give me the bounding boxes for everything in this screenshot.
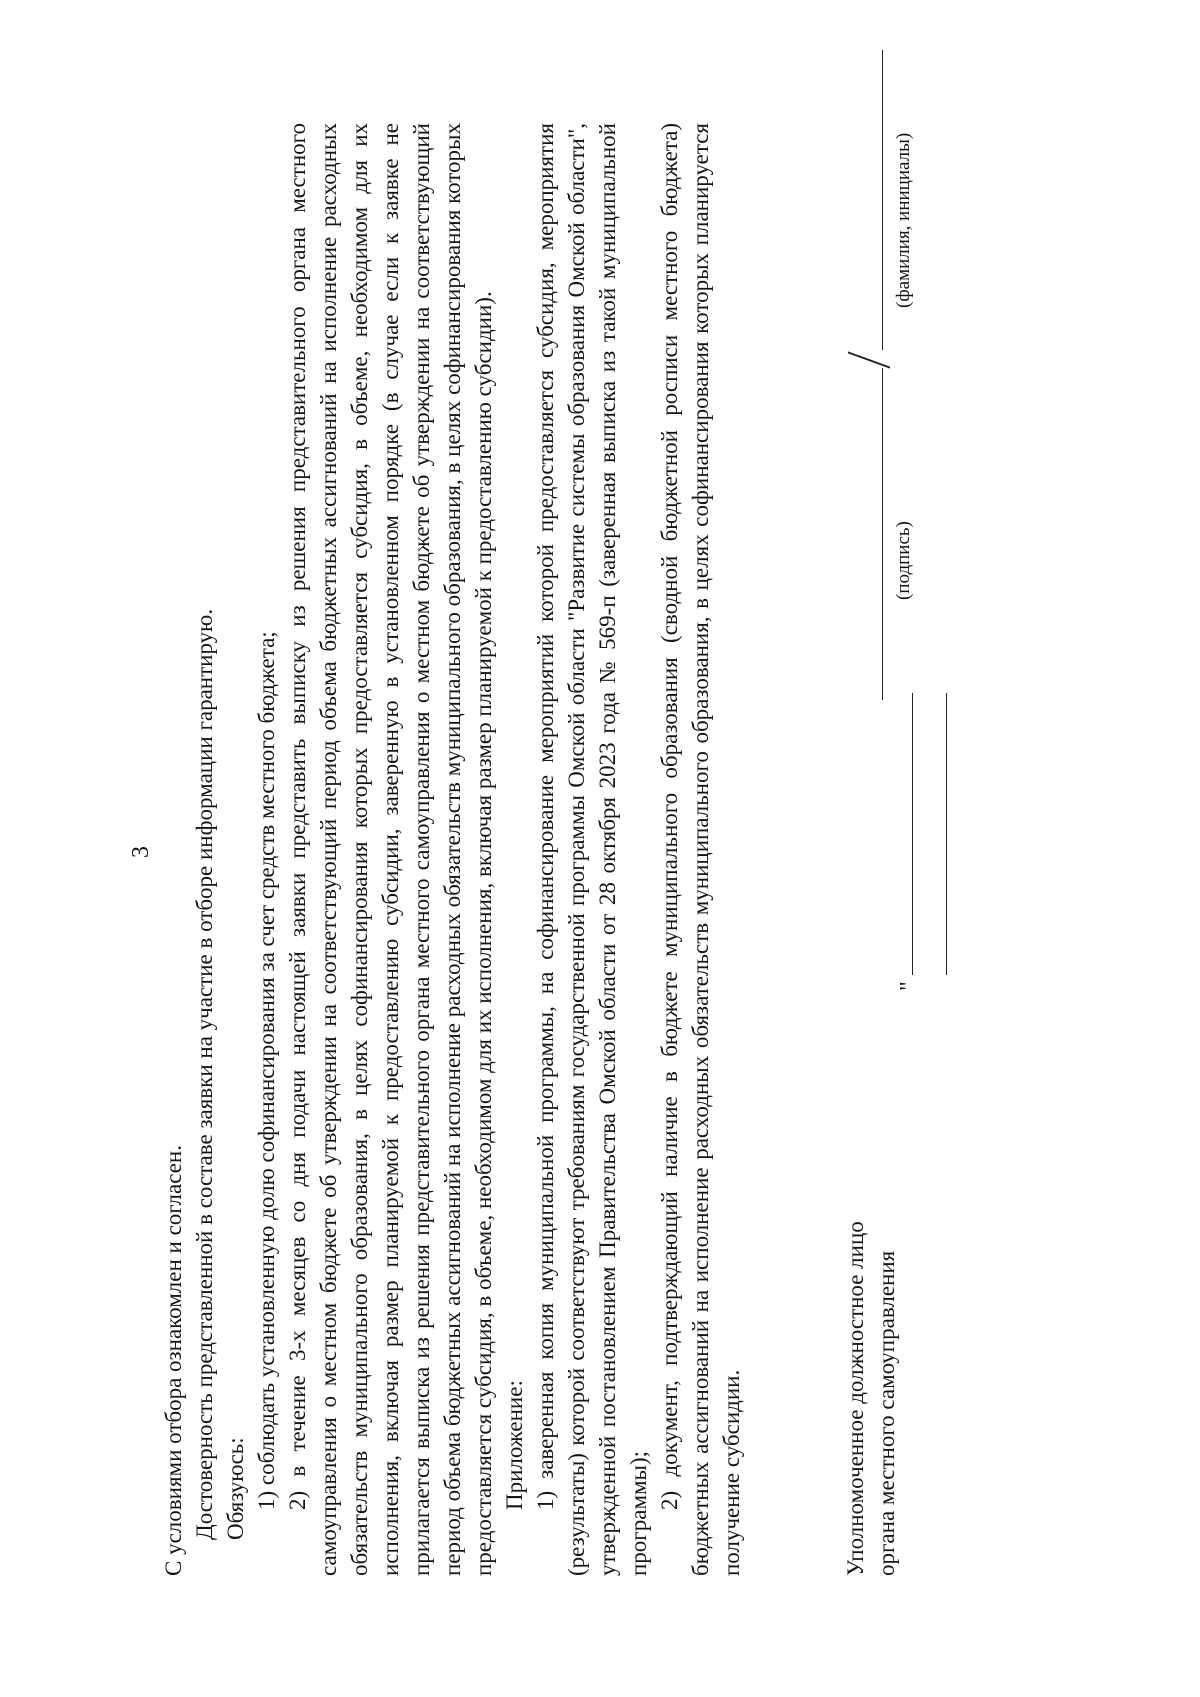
name-caption: (фамилия, инициалы): [893, 132, 914, 308]
paragraph-obligations-heading: Обязуюсь:: [223, 1437, 248, 1540]
date-field: [890, 691, 960, 991]
date-quote: ": [896, 981, 922, 991]
official-title-line-2: органа местного самоуправления: [874, 1250, 899, 1576]
paragraph-attachment-heading: Приложение:: [502, 1380, 527, 1510]
signature-line: [882, 368, 883, 700]
paragraph-attachment-1: 1) заверенная копия муниципальной программы, на софинансирование мероприятий которой предоставляется субсидия, мероприятия (результаты) которой соответствуют требованиям государственной программы Омской области "Развитие системы образования Омской области", утвержденной постановлением Правительства Омской области от 28 октября 2023 года № 569-п (заверенная выписка из такой муниципальной программы);: [533, 123, 651, 1576]
signature-caption: (подпись): [893, 521, 914, 600]
paragraph-attachment-2: 2) документ, подтверждающий наличие в бюджете муниципального образования (сводной бюджетной росписи местного бюджета) бюджетных ассигнований на исполнение расходных обязательств муниципального образования, в целях софинансирования которых планируется получение субсидии.: [657, 123, 744, 1576]
date-line-month-year: [946, 693, 947, 975]
signature-block: [840, 123, 1020, 1576]
date-line-day: [912, 693, 913, 975]
official-title: [840, 1221, 902, 1576]
page-number: 3: [128, 846, 154, 858]
paragraph-obligation-2: 2) в течение 3-х месяцев со дня подачи настоящей заявки представить выписку из решения представительного органа местного самоуправления о местном бюджете об утверждении на соответствующий период объема бюджетных ассигнований на исполнение расходных обязательств муниципального образования, в целях софинансирования которых предоставляется субсидия, в объеме, необходимом для их исполнения, включая размер планируемой к предоставлению субсидии, заверенную в установленном порядке (в случае если к заявке не прилагается выписка из решения представительного органа местного самоуправления о местном бюджете об утверждении на соответствующий период объема бюджетных ассигнований на исполнение расходных обязательств муниципального образования, в целях софинансирования которых предоставляется субсидия, в объеме, необходимом для их исполнения, включая размер планируемой к предоставлению субсидии).: [285, 123, 496, 1576]
separator-slash: [848, 357, 888, 361]
official-title-line-1: Уполномоченное должностное лицо: [843, 1221, 868, 1576]
paragraph-reliability: Достоверность представленной в составе заявки на участие в отборе информации гарантирую.: [192, 608, 217, 1540]
paragraph-conditions: С условиями отбора ознакомлен и согласен.: [161, 1145, 186, 1576]
paragraph-obligation-1: 1) соблюдать установленную долю софинансирования за счет средств местного бюджета;: [254, 631, 279, 1510]
name-line: [882, 50, 883, 350]
rotated-sheet: [128, 68, 1050, 1628]
document-body: [158, 123, 747, 1576]
